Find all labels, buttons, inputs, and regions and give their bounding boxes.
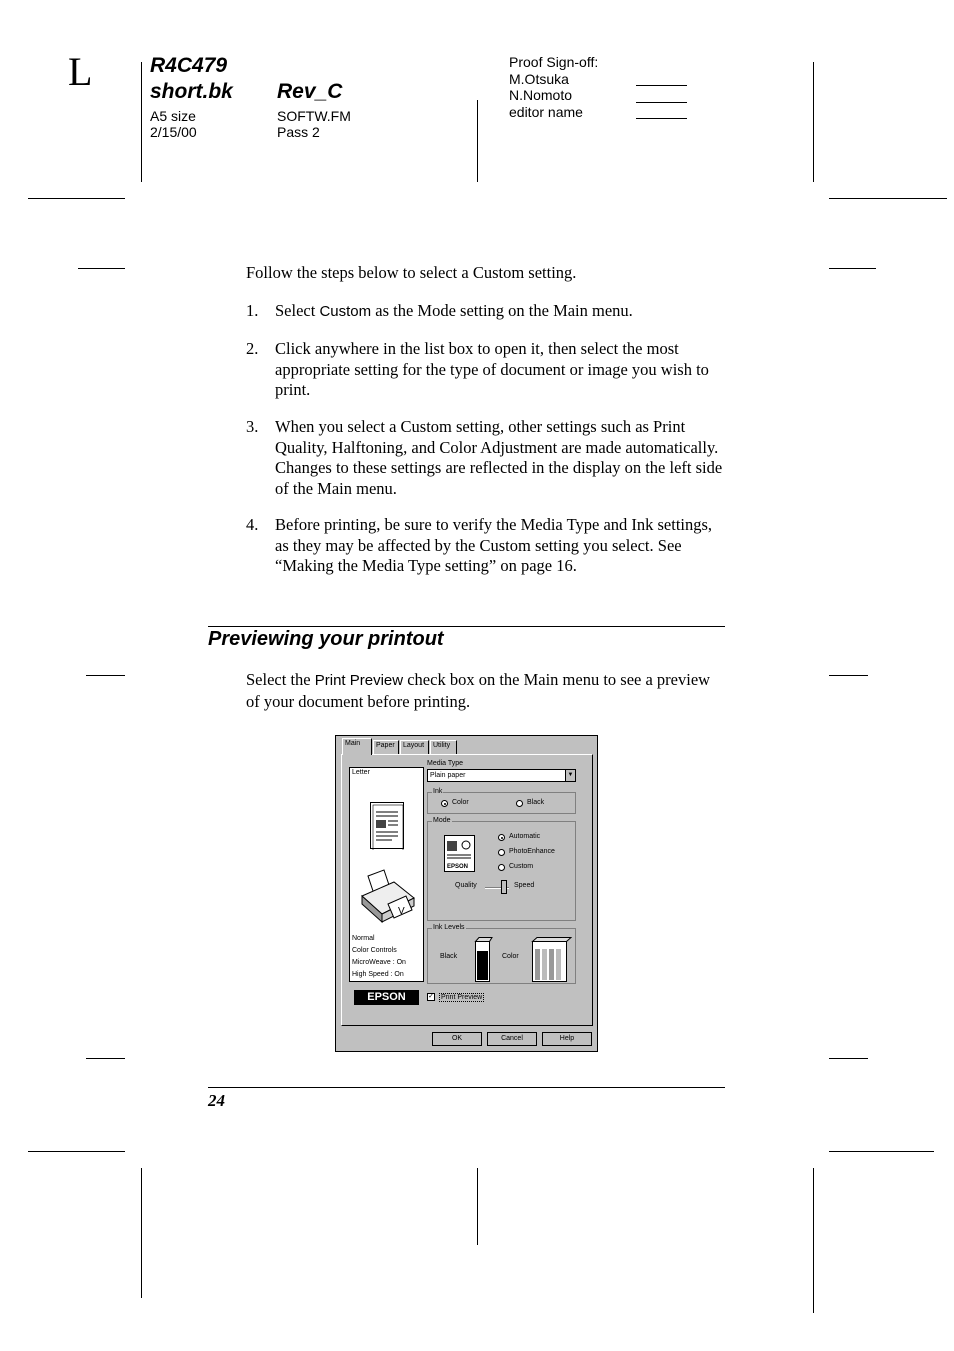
crop-mark	[829, 1151, 934, 1152]
crop-mark	[813, 62, 814, 182]
slider-thumb[interactable]	[501, 880, 507, 894]
crop-mark	[28, 198, 125, 199]
signoff-line	[636, 102, 687, 103]
date: 2/15/00	[150, 124, 197, 140]
print-preview-checkbox[interactable]: ✓	[428, 993, 434, 1000]
page-number: 24	[208, 1091, 225, 1110]
proof-title: Proof Sign-off:	[509, 54, 599, 70]
status-line: MicroWeave : On	[352, 959, 406, 966]
mode-document-icon	[444, 835, 476, 873]
ok-button[interactable]: OK	[432, 1032, 482, 1046]
chevron-down-icon[interactable]: ▼	[565, 770, 575, 781]
crop-mark	[78, 268, 125, 269]
epson-logo: EPSON	[354, 990, 419, 1005]
status-line: High Speed : On	[352, 971, 404, 978]
ink-color-radio[interactable]	[441, 800, 448, 807]
signoff-line	[636, 118, 687, 119]
black-ink-cartridge-icon	[473, 937, 493, 983]
pass: Pass 2	[277, 124, 320, 140]
book-file: short.bk	[150, 80, 233, 103]
ui-term-print-preview: Print Preview	[314, 672, 404, 689]
mode-photoenhance-radio[interactable]	[498, 849, 505, 856]
proof-name: N.Nomoto	[509, 87, 573, 103]
corner-letter: L	[68, 49, 93, 94]
mode-custom-label: Custom	[509, 863, 534, 870]
print-preview-label: Print Preview	[441, 994, 483, 1001]
intro-paragraph: Follow the steps below to select a Custom setting.	[246, 263, 577, 282]
ink-black-radio[interactable]	[516, 800, 523, 807]
mode-custom-radio[interactable]	[498, 864, 505, 871]
status-line: Color Controls	[352, 947, 397, 954]
ink-group	[427, 788, 576, 814]
footer-rule	[208, 1087, 725, 1088]
crop-mark	[141, 62, 142, 182]
step-number: 2.	[246, 339, 259, 358]
section-rule	[208, 626, 725, 627]
ink-levels-group	[427, 924, 576, 984]
proof-name: M.Otsuka	[509, 70, 569, 87]
status-line: Normal	[352, 935, 375, 942]
svg-text:V: V	[398, 906, 405, 917]
cancel-button[interactable]: Cancel	[487, 1032, 537, 1046]
crop-mark	[86, 675, 125, 676]
crop-mark	[829, 1058, 868, 1059]
proof-name: editor name	[509, 103, 583, 120]
media-type-select[interactable]	[427, 769, 576, 782]
book-code: R4C479	[150, 54, 228, 77]
step-text: Select Custom as the Mode setting on the Main menu.	[275, 301, 633, 320]
step-text: Before printing, be sure to verify the Media Type and Ink settings, as they may be affected by the Custom setting you select. See “Making the Media Type setting” on page 16.	[275, 515, 713, 575]
media-type-label: Media Type	[427, 760, 464, 767]
preview-paragraph: Select the Print Preview check box on the Main menu to see a preview of your document before printing.	[246, 670, 711, 711]
ink-color-label: Color	[452, 799, 469, 806]
header-middle	[277, 79, 351, 140]
printer-icon	[360, 868, 416, 924]
svg-text:EPSON: EPSON	[447, 864, 469, 870]
settings-preview-pane	[349, 767, 424, 982]
slider-quality-label: Quality	[455, 882, 477, 889]
page-preview-icon	[370, 802, 406, 850]
paper-size-label: Letter	[352, 769, 370, 776]
step-text: When you select a Custom setting, other settings such as Print Quality, Halftoning, and Color Adjustment are made automatically. Changes to these settings are reflected in the display on the left side of the Main menu.	[275, 417, 723, 498]
crop-mark	[813, 1168, 814, 1313]
step-text: Click anywhere in the list box to open it, then select the most appropriate setting for the type of document or image you wish to print.	[275, 339, 709, 399]
crop-mark	[829, 198, 947, 199]
section-title: Previewing your printout	[208, 628, 444, 650]
mode-label: Mode	[433, 817, 451, 824]
step-number: 1.	[246, 301, 259, 320]
printer-settings-dialog	[335, 735, 598, 1052]
crop-mark	[477, 1168, 478, 1245]
ui-term-custom: Custom	[319, 303, 372, 320]
proof-signoff	[509, 54, 598, 120]
step-number: 3.	[246, 417, 259, 436]
main-panel	[341, 754, 593, 1026]
crop-mark	[829, 268, 876, 269]
tab-layout[interactable]: Layout	[400, 740, 429, 754]
crop-mark	[28, 1151, 125, 1152]
crop-mark	[829, 675, 868, 676]
crop-mark	[477, 100, 478, 182]
ink-black-level-label: Black	[440, 953, 458, 960]
slider-speed-label: Speed	[514, 882, 535, 889]
crop-mark	[86, 1058, 125, 1059]
media-type-value: Plain paper	[430, 772, 466, 779]
revision: Rev_C	[277, 80, 343, 103]
crop-mark	[141, 1168, 142, 1298]
mode-automatic-radio[interactable]	[498, 834, 505, 841]
color-ink-cartridge-icon	[530, 937, 572, 983]
ink-color-level-label: Color	[502, 953, 519, 960]
step-number: 4.	[246, 515, 259, 534]
mode-automatic-label: Automatic	[509, 833, 541, 840]
signoff-line	[636, 85, 687, 86]
mode-photoenhance-label: PhotoEnhance	[509, 848, 555, 855]
tab-main[interactable]: Main	[342, 738, 372, 755]
ink-black-label: Black	[527, 799, 545, 806]
header-left	[150, 53, 233, 140]
ink-label: Ink	[433, 788, 443, 795]
page-size: A5 size	[150, 108, 196, 124]
tab-utility[interactable]: Utility	[430, 740, 457, 754]
ink-levels-label: Ink Levels	[433, 924, 465, 931]
help-button[interactable]: Help	[542, 1032, 592, 1046]
source-file: SOFTW.FM	[277, 108, 351, 124]
mode-group	[427, 817, 576, 921]
tab-paper[interactable]: Paper	[373, 740, 399, 754]
